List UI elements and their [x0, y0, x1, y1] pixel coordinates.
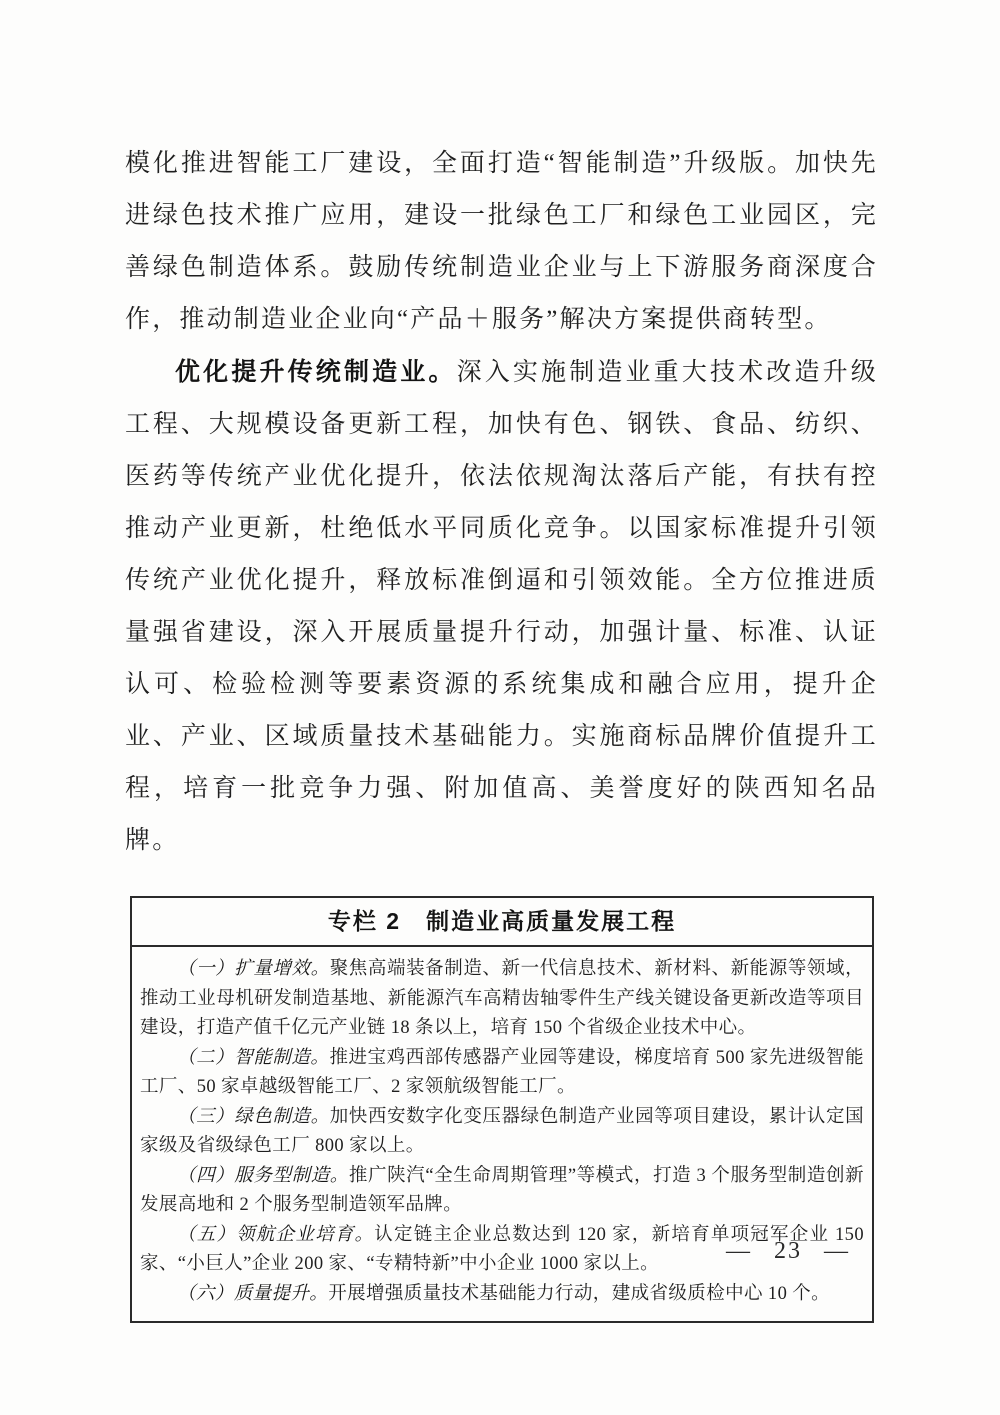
box-item-2-lead: （二）智能制造。: [177, 1047, 330, 1068]
box-item-5-text: 认定链主企业总数达到 120 家，新培育单项冠军企业 150 家、“小巨人”企业 200 家、“专精特新”中小企业 1000 家以上。: [140, 1224, 864, 1274]
paragraph-continuation: 模化推进智能工厂建设，全面打造“智能制造”升级版。加快先进绿色技术推广应用，建设一批绿色工厂和绿色工业园区，完善绿色制造体系。鼓励传统制造业企业与上下游服务商深度合作，推动制造业企业向“产品＋服务”解决方案提供商转型。: [125, 150, 878, 333]
box-item-4-lead: （四）服务型制造。: [177, 1165, 349, 1186]
paragraph-body-text: 深入实施制造业重大技术改造升级工程、大规模设备更新工程，加快有色、钢铁、食品、纺织、医药等传统产业优化提升，依法依规淘汰落后产能，有扶有控推动产业更新，杜绝低水平同质化竞争。以国家标准提升引领传统产业优化提升，释放标准倒逼和引领效能。全方位推进质量强省建设，深入开展质量提升行动，加强计量、标准、认证认可、检验检测等要素资源的系统集成和融合应用，提升企业、产业、区域质量技术基础能力。实施商标品牌价值提升工程，培育一批竞争力强、附加值高、美誉度好的陕西知名品牌。: [125, 359, 878, 854]
document-content: [125, 138, 878, 1323]
box-item-6-text: 开展增强质量技术基础能力行动，建成省级质检中心 10 个。: [328, 1283, 831, 1304]
box-item-1-lead: （一）扩量增效。: [177, 959, 330, 979]
box-item-6-lead: （六）质量提升。: [177, 1283, 329, 1304]
paragraph-optimize-traditional: [125, 346, 878, 867]
box-item-3-text: 加快西安数字化变压器绿色制造产业园等项目建设，累计认定国家级及省级绿色工厂 800 家以上。: [140, 1106, 865, 1156]
box-item-6: [140, 1280, 864, 1310]
box-item-4-text: 推广陕汽“全生命周期管理”等模式，打造 3 个服务型制造创新发展高地和 2 个服务型制造领军品牌。: [140, 1165, 864, 1215]
box-item-4: [140, 1162, 864, 1221]
box-item-2-text: 推进宝鸡西部传感器产业园等建设，梯度培育 500 家先进级智能工厂、50 家卓越级智能工厂、2 家领航级智能工厂。: [140, 1047, 864, 1097]
paragraph-lead-bold: 优化提升传统制造业。: [175, 358, 457, 386]
box-item-3: [140, 1103, 864, 1162]
feature-box-title: 专栏 2 制造业高质量发展工程: [132, 898, 872, 947]
box-item-2: [140, 1044, 864, 1103]
page-footer: [726, 1238, 850, 1265]
box-item-1-text: 聚焦高端装备制造、新一代信息技术、新材料、新能源等领域，推动工业母机研发制造基地、新能源汽车高精齿轴零件生产线关键设备更新改造等项目建设，打造产值千亿元产业链 18 条以上，培育 150 个省级企业技术中心。: [140, 959, 865, 1038]
box-item-1: [140, 955, 864, 1044]
page-number: — 23 —: [726, 1238, 850, 1264]
box-item-3-lead: （三）绿色制造。: [177, 1106, 330, 1127]
box-item-5-lead: （五）领航企业培育。: [177, 1224, 375, 1245]
